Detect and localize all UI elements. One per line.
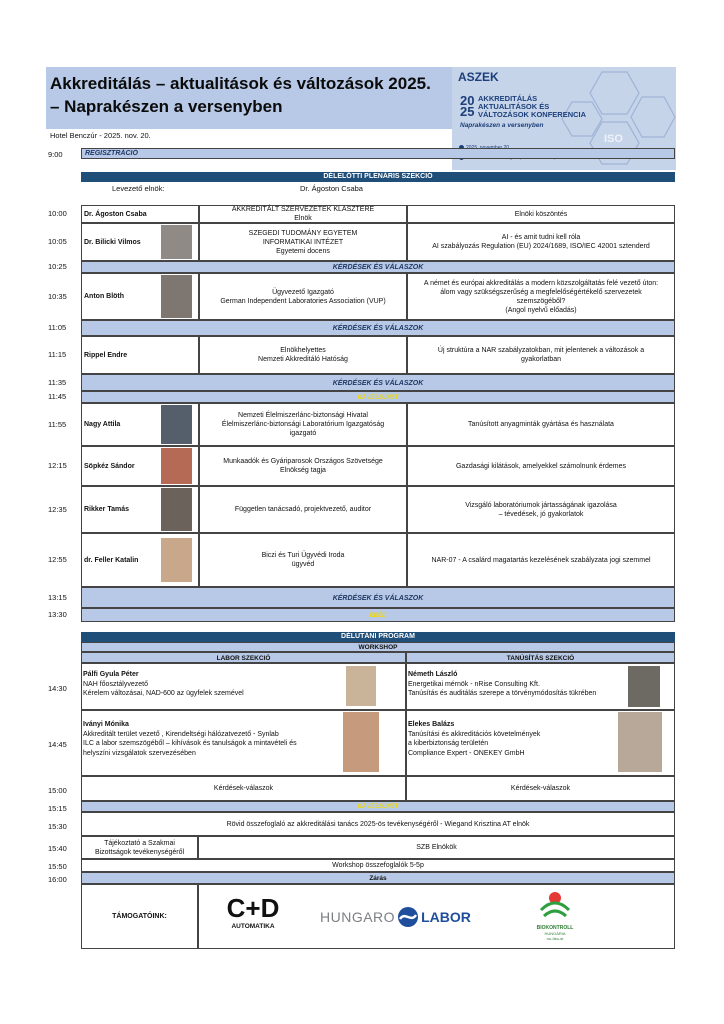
time-slot: 12:15 — [48, 461, 67, 470]
labor-session-1-text: Pálfi Gyula Péter NAH főosztályvezető Kérelem változásai, NAD-600 az ügyfelek szemével — [83, 671, 244, 697]
hungarolab-emblem-icon — [395, 906, 421, 928]
speaker-name: Söpkéz Sándor — [81, 446, 199, 486]
talk-topic: AI - és amit tudni kell róla AI szabályozás Regulation (EU) 2024/1689, ISO/IEC 42001 sztenderd — [407, 223, 675, 261]
talk-topic: Új struktúra a NAR szabályzatokban, mit jelentenek a változások a gyakorlatban — [407, 336, 675, 374]
time-slot: 13:15 — [48, 592, 67, 602]
aszek-logo: ASZEK — [458, 70, 499, 84]
speaker-photo — [628, 666, 660, 707]
speaker-photo — [161, 405, 192, 444]
time-slot: 11:05 — [48, 323, 67, 332]
speaker-photo — [618, 712, 662, 772]
morning-section-header: DÉLELŐTTI PLENÁRIS SZEKCIÓ — [81, 172, 675, 182]
qa-certification: Kérdések-válaszok — [406, 776, 675, 801]
venue-date: Hotel Benczúr - 2025. nov. 20. — [50, 131, 151, 140]
coffee-break-bar: KÁVÉSZÜNET — [81, 801, 675, 812]
time-slot: 12:35 — [48, 504, 67, 514]
certification-session-1-text: Németh László Energetikai mérnök - nRise Consulting Kft. Tanúsítás és auditálás szerepe a törvénymódosítás tükrében — [408, 671, 597, 697]
time-1600: 16:00 — [48, 875, 67, 884]
registration-label: REGISZTRÁCIÓ — [85, 150, 138, 157]
speaker-photo — [161, 538, 192, 582]
workshop-summary: Workshop összefoglalók 5-5p — [81, 859, 675, 872]
time-registration: 9:00 — [48, 150, 63, 159]
afternoon-section-header: DÉLUTÁNI PROGRAM — [81, 632, 675, 642]
cd-automatika-logo: C+D AUTOMATIKA — [226, 893, 280, 930]
speaker-organization: Ügyvezető Igazgató German Independent Laboratories Association (VUP) — [199, 273, 407, 320]
time-slot: 13:30 — [48, 610, 67, 619]
speaker-name: Rikker Tamás — [81, 486, 199, 533]
talk-topic: Vizsgáló laboratóriumok jártasságának igazolása – tévedések, jó gyakorlatok — [407, 486, 675, 533]
conference-title: AKKREDITÁLÁS AKTUALITÁSOK ÉS VÁLTOZÁSOK KONFERENCIA — [478, 94, 587, 119]
council-summary: Rövid összefoglaló az akkreditálási tanács 2025-ös tevékenységéről - Wiegand Krisztina AT elnök — [81, 812, 675, 836]
speaker-photo — [161, 225, 192, 259]
page-title — [50, 72, 450, 118]
time-slot: 12:55 — [48, 555, 67, 564]
speaker-organization: Független tanácsadó, projektvezető, auditor — [199, 486, 407, 533]
title-line-1: Akkreditálás – aktualitások és változások 2025. — [50, 74, 431, 93]
speaker-name: Pálfi Gyula Péter — [83, 671, 139, 678]
speaker-photo — [346, 666, 376, 706]
qa-bar: KÉRDÉSEK ÉS VÁLASZOK — [81, 261, 675, 273]
talk-topic: Gazdasági kilátások, amelyekkel számolnunk érdemes — [407, 446, 675, 486]
time-slot: 11:35 — [48, 377, 67, 387]
certification-section-header: TANÚSÍTÁS SZEKCIÓ — [406, 652, 675, 663]
time-1515: 15:15 — [48, 804, 67, 813]
talk-topic: NAR-07 - A csalárd magatartás kezelésének szabályzata jogi szemmel — [407, 533, 675, 587]
speaker-organization: Biczi és Turi Ügyvédi Iroda ügyvéd — [199, 533, 407, 587]
time-slot: 11:55 — [48, 419, 67, 429]
speaker-name: Dr. Bilicki Vilmos — [81, 223, 199, 261]
certification-session-2-text: Elekes Balázs Tanúsítási és akkreditációs követelmények a kiberbiztonság területén Compliance Expert - ONEKEY GmbH — [408, 721, 541, 757]
chair-name: Dr. Ágoston Csaba — [300, 184, 363, 193]
talk-topic: A német és európai akkreditálás a modern közszolgáltatás felé vezető úton: álom vagy szükségszerűség a megfelelőségértékelő szervezetek szemszögéből? (Angol nyelvű előadás) — [407, 273, 675, 320]
labor-section-header: LABOR SZEKCIÓ — [81, 652, 406, 663]
talk-topic: Elnöki köszöntés — [407, 205, 675, 223]
speaker-name: Elekes Balázs — [408, 721, 455, 728]
speaker-organization: Nemzeti Élelmiszerlánc-biztonsági Hivatal Élelmiszerlánc-biztonsági Laboratórium Igazgatóság igazgató — [199, 403, 407, 446]
sponsors-label: TÁMOGATÓINK: — [81, 884, 198, 949]
time-slot: 10:00 — [48, 209, 67, 218]
speaker-name: dr. Feller Katalin — [81, 533, 199, 587]
qa-bar: KÉRDÉSEK ÉS VÁLASZOK — [81, 374, 675, 391]
conference-year: 20 25 — [460, 93, 475, 119]
time-1530: 15:30 — [48, 822, 67, 831]
speaker-name: Iványi Mónika — [83, 721, 129, 728]
break-bar: KÁVÉSZÜNET — [81, 391, 675, 403]
speaker-organization: AKKREDITÁLT SZERVEZETEK KLASZTERE Elnök — [199, 205, 407, 223]
biokontroll-logo: BIOKONTROLL HUNGÁRIA nu-öko-st — [530, 888, 580, 944]
biokontroll-emblem-icon — [538, 888, 572, 920]
time-slot: 11:15 — [48, 350, 67, 359]
speaker-name: Németh László — [408, 671, 458, 678]
speaker-photo — [161, 448, 192, 484]
speaker-organization: SZEGEDI TUDOMÁNY EGYETEM INFORMATIKAI INTÉZET Egyetemi docens — [199, 223, 407, 261]
closing-bar: Zárás — [81, 872, 675, 884]
time-1430: 14:30 — [48, 684, 67, 693]
time-1445: 14:45 — [48, 740, 67, 749]
speaker-photo — [343, 712, 379, 772]
conference-slogan: Naprakészen a versenyben — [460, 122, 544, 129]
committees-info: Tájékoztató a Szakmai Bizottságok tevékenységéről — [81, 836, 198, 859]
time-1550: 15:50 — [48, 862, 67, 871]
talk-topic: Tanúsított anyagminták gyártása és használata — [407, 403, 675, 446]
speaker-photo — [161, 488, 192, 531]
hungarolab-logo: HUNGARO LABOR — [320, 906, 484, 928]
speaker-organization: Munkaadók és Gyáriparosok Országos Szövetsége Elnökség tagja — [199, 446, 407, 486]
speaker-photo — [161, 275, 192, 318]
speaker-name: Dr. Ágoston Csaba — [81, 205, 199, 223]
committee-chairs: SZB Elnökök — [198, 836, 675, 859]
time-slot: 11:45 — [48, 392, 67, 401]
qa-labor: Kérdések-válaszok — [81, 776, 406, 801]
labor-session-2-text: Iványi Mónika Akkreditált terület vezető , Kirendeltségi hálózatvezető - Synlab ILC a labor szemszögéből – kihívások és tanulságok a mintavételi és helyszíni vizsgálatok szervezésében — [83, 721, 297, 757]
break-bar: EBÉD — [81, 608, 675, 622]
time-1500: 15:00 — [48, 786, 67, 795]
workshop-header: WORKSHOP — [81, 642, 675, 652]
qa-bar: KÉRDÉSEK ÉS VÁLASZOK — [81, 320, 675, 336]
time-slot: 10:35 — [48, 291, 67, 301]
iso-mark: ISO — [604, 133, 623, 145]
registration-bar — [81, 148, 675, 159]
time-slot: 10:25 — [48, 262, 67, 271]
qa-bar: KÉRDÉSEK ÉS VÁLASZOK — [81, 587, 675, 608]
time-slot: 10:05 — [48, 237, 67, 246]
chair-label: Levezető elnök: — [112, 184, 165, 193]
title-line-2: – Naprakészen a versenyben — [50, 97, 283, 116]
time-1540: 15:40 — [48, 844, 67, 853]
speaker-name: Nagy Attila — [81, 403, 199, 446]
speaker-name: Rippel Endre — [81, 336, 199, 374]
speaker-name: Anton Blöth — [81, 273, 199, 320]
speaker-organization: Elnökhelyettes Nemzeti Akkreditáló Hatóság — [199, 336, 407, 374]
